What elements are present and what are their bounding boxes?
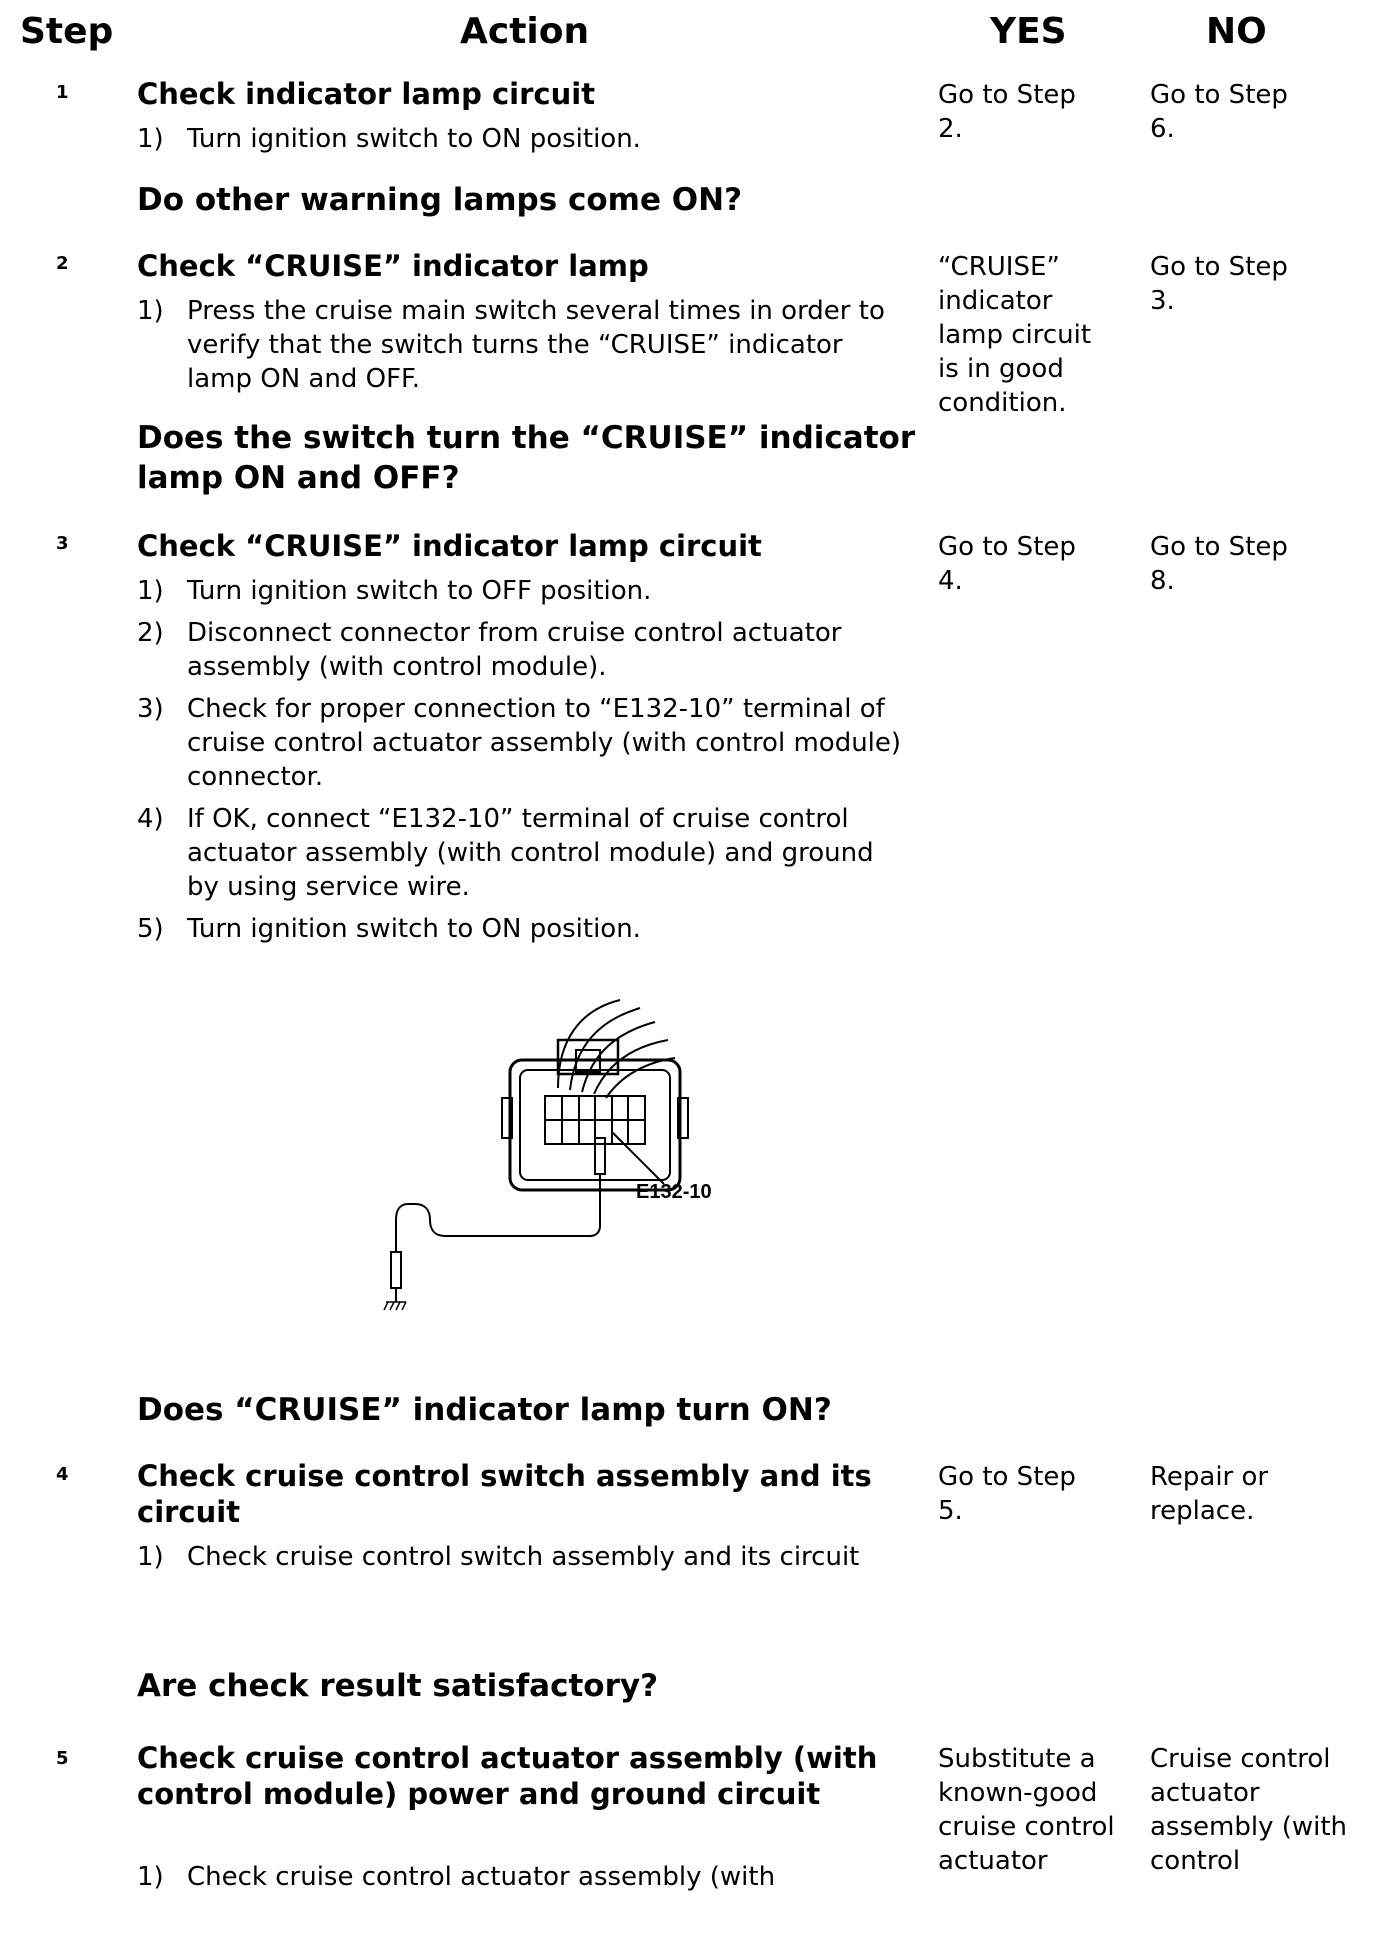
step-5-no: Cruise control actuator assembly (with control [1150, 1744, 1348, 1876]
step-2-yes: “CRUISE” indicator lamp circuit is in good condition. [938, 252, 1092, 418]
ground-icon [384, 1302, 406, 1310]
substep: 1) Turn ignition switch to ON position. [137, 124, 641, 154]
header-no: NO [1206, 11, 1267, 52]
step-3-no: Go to Step 8. [1150, 532, 1288, 596]
header-yes: YES [990, 11, 1067, 52]
step-2-no: Go to Step 3. [1150, 252, 1288, 316]
label-leader [612, 1132, 664, 1184]
probe-ground [391, 1252, 401, 1288]
step-2-substeps [137, 294, 907, 404]
substep: 1) Check cruise control switch assembly and its circuit [137, 1542, 860, 1572]
step-4-yes: Go to Step 5. [938, 1462, 1076, 1526]
step-5-yes: Substitute a known-good cruise control actuator [938, 1744, 1115, 1876]
header-step: Step [20, 11, 114, 52]
substep: 1) Press the cruise main switch several times in order to verify that the switch turns the “CRUISE” indicator lamp ON and OFF. [137, 296, 885, 394]
substep: 1) Check cruise control actuator assembly (with [137, 1862, 776, 1892]
substep: 2) Disconnect connector from cruise control actuator assembly (with control module). [137, 618, 842, 682]
substep: 5) Turn ignition switch to ON position. [137, 914, 641, 944]
step-3-number: 3 [56, 533, 69, 554]
step-4-number: 4 [56, 1464, 69, 1485]
service-wire [396, 1204, 600, 1252]
step-2-question: Does the switch turn the “CRUISE” indicator lamp ON and OFF? [137, 420, 916, 496]
connector-diagram [330, 970, 790, 1320]
step-4-question: Are check result satisfactory? [137, 1668, 659, 1704]
step-2-title: Check “CRUISE” indicator lamp [137, 249, 649, 283]
step-1-question: Do other warning lamps come ON? [137, 182, 743, 218]
step-5-substeps [137, 1860, 907, 1902]
step-4-no: Repair or replace. [1150, 1462, 1269, 1526]
step-5-number: 5 [56, 1748, 69, 1769]
step-1-number: 1 [56, 82, 69, 103]
step-4-substeps [137, 1540, 907, 1582]
substep: 3) Check for proper connection to “E132-10” terminal of cruise control actuator assembly (with control module) connector. [137, 694, 902, 792]
substep: 1) Turn ignition switch to OFF position. [137, 576, 652, 606]
step-2-number: 2 [56, 253, 69, 274]
step-4-title: Check cruise control switch assembly and its circuit [137, 1459, 872, 1529]
header-action: Action [460, 11, 590, 52]
step-1-title: Check indicator lamp circuit [137, 77, 596, 111]
step-5-title: Check cruise control actuator assembly (with control module) power and ground circuit [137, 1741, 878, 1811]
step-1-yes: Go to Step 2. [938, 80, 1076, 144]
terminal-label: E132-10 [636, 1181, 712, 1203]
step-1-no: Go to Step 6. [1150, 80, 1288, 144]
step-3-yes: Go to Step 4. [938, 532, 1076, 596]
step-3-question: Does “CRUISE” indicator lamp turn ON? [137, 1392, 832, 1428]
step-3-substeps [137, 574, 907, 954]
step-3-title: Check “CRUISE” indicator lamp circuit [137, 529, 762, 563]
substep: 4) If OK, connect “E132-10” terminal of cruise control actuator assembly (with control module) and ground by using service wire. [137, 804, 874, 902]
step-1-substeps [137, 122, 907, 164]
